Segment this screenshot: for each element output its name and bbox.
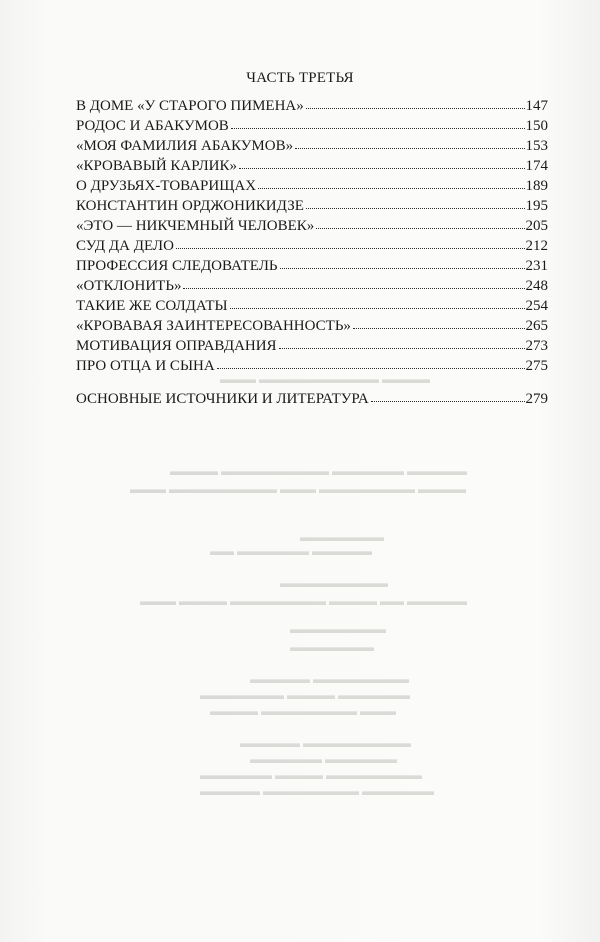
toc-entry (76, 256, 548, 276)
bleed-through-text: ▬▬▬▬▬▬▬▬ (290, 622, 386, 636)
toc-entry-title: В ДОМЕ «У СТАРОГО ПИМЕНА» (76, 98, 304, 114)
toc-entry (76, 96, 548, 116)
toc-entry-title: «ОТКЛОНИТЬ» (76, 278, 182, 294)
toc-entry-title: МОТИВАЦИЯ ОПРАВДАНИЯ (76, 338, 277, 354)
bleed-through-text: ▬▬▬▬▬ ▬▬▬▬▬▬ ▬▬▬▬▬▬▬▬▬ ▬▬▬▬ (170, 464, 467, 478)
toc-entry (76, 116, 548, 136)
toc-entry-page-number: 174 (525, 158, 548, 174)
toc-entry-page-number: 265 (525, 318, 548, 334)
bleed-through-text: ▬▬▬▬▬▬ ▬▬▬▬▬▬ (250, 752, 397, 766)
dot-leader (258, 187, 524, 189)
bleed-through-text: ▬▬▬▬▬▬▬▬ ▬▬▬▬▬ (250, 672, 409, 686)
toc-entry-title: ПРОФЕССИЯ СЛЕДОВАТЕЛЬ (76, 258, 278, 274)
bleed-through-text: ▬▬▬▬▬▬▬▬▬ ▬▬▬▬▬ (240, 736, 411, 750)
toc-entry-page-number: 275 (525, 358, 548, 374)
toc-entry-title: КОНСТАНТИН ОРДЖОНИКИДЗЕ (76, 198, 304, 214)
dot-leader (239, 167, 525, 169)
toc-entry-page-number: 231 (525, 258, 548, 274)
dot-leader (353, 327, 525, 329)
bleed-through-text: ▬▬▬▬▬ ▬▬ ▬▬▬▬ ▬▬▬▬▬▬▬▬ ▬▬▬▬ ▬▬▬ (140, 594, 467, 608)
bleed-through-text: ▬▬▬▬▬▬▬▬▬ (280, 576, 388, 590)
bleed-through-text: ▬▬▬▬▬▬▬▬ ▬▬▬▬ ▬▬▬▬▬▬ (200, 768, 422, 782)
toc-entry-title: СУД ДА ДЕЛО (76, 238, 174, 254)
toc-entry (76, 389, 548, 409)
toc-entry (76, 216, 548, 236)
toc-entry-title: О ДРУЗЬЯХ-ТОВАРИЩАХ (76, 178, 257, 194)
toc-entry-title: «КРОВАВЫЙ КАРЛИК» (76, 158, 237, 174)
dot-leader (231, 127, 525, 129)
dot-leader (230, 307, 525, 309)
toc-entry-page-number: 212 (525, 238, 548, 254)
bleed-through-text: ▬▬▬▬▬▬ ▬▬▬▬▬▬▬▬ ▬▬▬▬▬ (200, 784, 434, 798)
toc-entry-page-number: 147 (525, 98, 548, 114)
dot-leader (176, 247, 525, 249)
toc-entry (76, 336, 548, 356)
table-of-contents (76, 96, 548, 409)
toc-entry-title: ОСНОВНЫЕ ИСТОЧНИКИ И ЛИТЕРАТУРА (76, 391, 369, 407)
toc-entry-page-number: 195 (525, 198, 548, 214)
toc-entry (76, 356, 548, 376)
toc-entry-page-number: 273 (525, 338, 548, 354)
bleed-through-text: ▬▬▬▬▬▬▬ (290, 640, 374, 654)
dot-leader (371, 400, 525, 402)
bleed-through-text: ▬▬▬▬▬▬▬ (300, 530, 384, 544)
toc-entry-page-number: 254 (525, 298, 548, 314)
toc-entry-title: «МОЯ ФАМИЛИЯ АБАКУМОВ» (76, 138, 294, 154)
dot-leader (183, 287, 524, 289)
toc-entry-page-number: 248 (525, 278, 548, 294)
toc-entry-title: «КРОВАВАЯ ЗАИНТЕРЕСОВАННОСТЬ» (76, 318, 351, 334)
dot-leader (316, 227, 524, 229)
toc-entry-title: РОДОС И АБАКУМОВ (76, 118, 229, 134)
dot-leader (217, 367, 525, 369)
dot-leader (280, 267, 525, 269)
toc-entry (76, 236, 548, 256)
toc-entry (76, 176, 548, 196)
bleed-through-text: ▬▬▬▬▬▬ ▬▬▬▬ ▬▬▬▬▬▬▬ (200, 688, 410, 702)
bleed-through-text: ▬▬▬ ▬▬▬▬▬▬▬▬ ▬▬▬▬ (210, 704, 396, 718)
toc-entry-page-number: 150 (525, 118, 548, 134)
bleed-through-text: ▬▬▬▬ ▬▬▬▬▬▬▬▬▬▬ ▬▬▬ (220, 372, 430, 386)
toc-entry-title: ТАКИЕ ЖЕ СОЛДАТЫ (76, 298, 228, 314)
toc-entry-title: «ЭТО — НИКЧЕМНЫЙ ЧЕЛОВЕК» (76, 218, 315, 234)
toc-entry-title: ПРО ОТЦА И СЫНА (76, 358, 215, 374)
dot-leader (306, 207, 525, 209)
toc-entry (76, 136, 548, 156)
toc-entry (76, 196, 548, 216)
dot-leader (306, 107, 525, 109)
toc-entry-page-number: 153 (525, 138, 548, 154)
bleed-through-text: ▬▬▬▬ ▬▬▬▬▬▬▬▬ ▬▬▬ ▬▬▬▬▬▬▬▬▬ ▬▬▬ (130, 482, 466, 496)
toc-entry-page-number: 189 (525, 178, 548, 194)
toc-entry (76, 276, 548, 296)
bleed-through-text: ▬▬▬▬▬ ▬▬▬▬▬▬ ▬▬ (210, 544, 372, 558)
toc-entry (76, 156, 548, 176)
dot-leader (295, 147, 524, 149)
toc-entry (76, 316, 548, 336)
toc-entry-page-number: 205 (525, 218, 548, 234)
dot-leader (279, 347, 525, 349)
toc-entry-page-number: 279 (525, 391, 548, 407)
toc-entry (76, 296, 548, 316)
part-heading: ЧАСТЬ ТРЕТЬЯ (246, 70, 354, 86)
